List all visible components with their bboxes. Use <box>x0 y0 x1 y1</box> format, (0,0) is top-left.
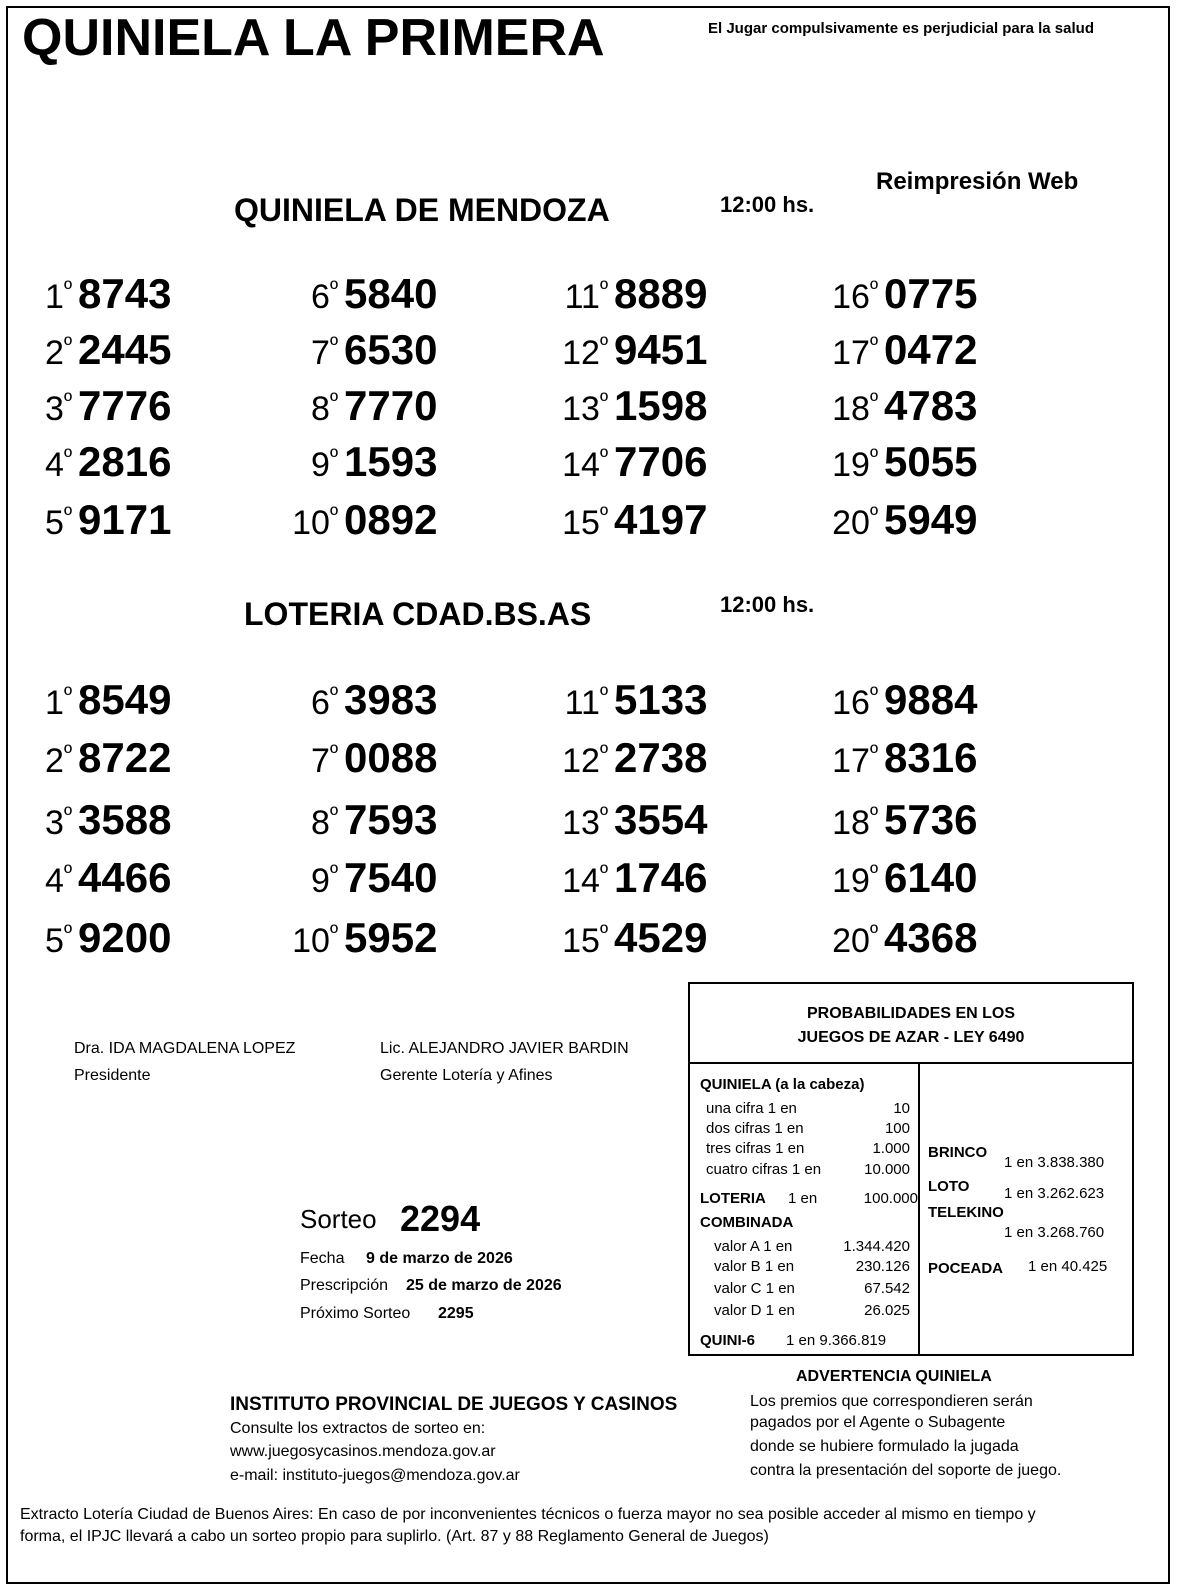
result-position-number: 8 <box>311 390 330 428</box>
poceada-prob-label: POCEADA <box>928 1260 1004 1277</box>
ordinal-mark: º <box>63 444 72 469</box>
result-number: 0775 <box>884 270 978 317</box>
ordinal-mark: º <box>599 920 608 945</box>
result-number: 5055 <box>884 438 978 485</box>
result-position <box>544 684 608 723</box>
result-number: 4197 <box>614 496 708 543</box>
result-position-number: 14 <box>562 446 600 484</box>
result-cell <box>544 326 707 374</box>
prob-row-label: valor A 1 en <box>714 1238 793 1255</box>
result-position <box>544 390 608 429</box>
ordinal-mark: º <box>63 740 72 765</box>
result-position <box>544 804 608 843</box>
result-position <box>814 446 878 485</box>
result-cell <box>8 496 171 544</box>
ordinal-mark: º <box>599 444 608 469</box>
result-position <box>544 742 608 781</box>
proximo-sorteo-label: Próximo Sorteo <box>300 1305 411 1322</box>
result-cell <box>544 438 707 486</box>
result-number: 7706 <box>614 438 708 485</box>
result-position-number: 7 <box>311 742 330 780</box>
ordinal-mark: º <box>329 388 338 413</box>
result-number: 8889 <box>614 270 708 317</box>
probabilities-box <box>688 982 1134 1356</box>
result-cell <box>274 914 437 962</box>
result-position-number: 7 <box>311 334 330 372</box>
result-position-number: 11 <box>564 684 600 722</box>
ordinal-mark: º <box>329 920 338 945</box>
result-position <box>814 804 878 843</box>
result-cell <box>544 854 707 902</box>
reprint-label: Reimpresión Web <box>876 168 1079 195</box>
loteria-prob-en: 1 en <box>788 1190 818 1207</box>
result-position-number: 20 <box>832 504 870 542</box>
advertencia-line: Los premios que correspondieren serán <box>750 1393 1033 1410</box>
result-cell <box>274 676 437 724</box>
sorteo-label: Sorteo <box>300 1204 377 1234</box>
result-cell <box>814 496 977 544</box>
prob-row-label: una cifra 1 en <box>706 1100 797 1117</box>
result-position-number: 15 <box>562 922 600 960</box>
result-position <box>544 504 608 543</box>
result-position-number: 10 <box>292 504 330 542</box>
combinada-prob-label: COMBINADA <box>700 1214 794 1231</box>
ordinal-mark: º <box>869 388 878 413</box>
result-number: 1593 <box>344 438 438 485</box>
result-number: 3554 <box>614 796 708 843</box>
result-cell <box>814 382 977 430</box>
result-position-number: 12 <box>562 742 600 780</box>
result-number: 8722 <box>78 734 172 781</box>
result-number: 3588 <box>78 796 172 843</box>
ordinal-mark: º <box>599 740 608 765</box>
result-cell <box>8 914 171 962</box>
result-number: 6530 <box>344 326 438 373</box>
prob-row-value: 230.126 <box>855 1258 910 1275</box>
result-cell <box>544 796 707 844</box>
ordinal-mark: º <box>63 502 72 527</box>
loto-prob-value: 1 en 3.262.623 <box>1004 1185 1105 1202</box>
result-position-number: 18 <box>832 804 870 842</box>
signature-role-president: Presidente <box>74 1067 151 1084</box>
result-position <box>8 684 72 723</box>
institute-website[interactable]: www.juegosycasinos.mendoza.gov.ar <box>230 1443 496 1460</box>
result-number: 5133 <box>614 676 708 723</box>
result-number: 2816 <box>78 438 172 485</box>
result-position-number: 3 <box>45 390 64 428</box>
ordinal-mark: º <box>599 332 608 357</box>
fecha-value: 9 de marzo de 2026 <box>366 1250 513 1267</box>
sorteo-number: 2294 <box>400 1198 481 1239</box>
prob-row-label: dos cifras 1 en <box>706 1120 804 1137</box>
draw-time-mendoza: 12:00 hs. <box>720 192 815 217</box>
prob-row-value: 1.344.420 <box>843 1238 910 1255</box>
result-cell <box>8 854 171 902</box>
result-position <box>544 334 608 373</box>
result-position <box>8 278 72 317</box>
result-cell <box>8 676 171 724</box>
ordinal-mark: º <box>869 444 878 469</box>
result-position <box>8 504 72 543</box>
result-cell <box>274 438 437 486</box>
quini6-prob-value: 1 en 9.366.819 <box>786 1332 887 1349</box>
prob-row-value: 1.000 <box>872 1140 910 1157</box>
result-cell <box>544 496 707 544</box>
result-position-number: 17 <box>832 742 870 780</box>
result-number: 8316 <box>884 734 978 781</box>
result-cell <box>544 676 707 724</box>
result-number: 5949 <box>884 496 978 543</box>
result-position-number: 13 <box>562 390 600 428</box>
result-cell <box>8 326 171 374</box>
result-position-number: 6 <box>311 278 330 316</box>
result-cell <box>814 676 977 724</box>
quini6-prob-label: QUINI-6 <box>700 1332 756 1349</box>
ordinal-mark: º <box>63 332 72 357</box>
result-position-number: 1 <box>45 684 64 722</box>
ordinal-mark: º <box>329 802 338 827</box>
result-position-number: 11 <box>564 278 600 316</box>
loteria-prob-label: LOTERIA <box>700 1190 766 1207</box>
result-number: 3983 <box>344 676 438 723</box>
ordinal-mark: º <box>329 682 338 707</box>
probabilities-heading-line2: JUEGOS DE AZAR - LEY 6490 <box>797 1029 1025 1046</box>
result-number: 7540 <box>344 854 438 901</box>
result-cell <box>274 734 437 782</box>
result-number: 2738 <box>614 734 708 781</box>
result-position-number: 8 <box>311 804 330 842</box>
result-number: 9884 <box>884 676 978 723</box>
ordinal-mark: º <box>63 802 72 827</box>
result-position <box>274 278 338 317</box>
result-number: 4529 <box>614 914 708 961</box>
result-cell <box>814 734 977 782</box>
result-position <box>274 446 338 485</box>
result-position <box>274 684 338 723</box>
result-cell <box>274 326 437 374</box>
prob-row-value: 67.542 <box>864 1280 910 1297</box>
result-position-number: 10 <box>292 922 330 960</box>
loto-prob-label: LOTO <box>928 1178 970 1195</box>
signature-name-manager: Lic. ALEJANDRO JAVIER BARDIN <box>380 1040 629 1057</box>
result-position-number: 16 <box>832 278 870 316</box>
result-position <box>814 862 878 901</box>
result-position-number: 17 <box>832 334 870 372</box>
ordinal-mark: º <box>869 740 878 765</box>
prob-row-value: 10.000 <box>864 1161 910 1178</box>
ordinal-mark: º <box>329 444 338 469</box>
advertencia-line: donde se hubiere formulado la jugada <box>750 1438 1019 1455</box>
proximo-sorteo-value: 2295 <box>438 1305 474 1322</box>
result-position-number: 9 <box>311 862 330 900</box>
result-number: 5840 <box>344 270 438 317</box>
ordinal-mark: º <box>869 920 878 945</box>
result-number: 8743 <box>78 270 172 317</box>
result-position <box>274 742 338 781</box>
result-cell <box>274 270 437 318</box>
institute-title: INSTITUTO PROVINCIAL DE JUEGOS Y CASINOS <box>230 1394 678 1415</box>
result-number: 9200 <box>78 914 172 961</box>
advertencia-title: ADVERTENCIA QUINIELA <box>796 1368 992 1385</box>
result-number: 0088 <box>344 734 438 781</box>
advertencia-line: contra la presentación del soporte de juego. <box>750 1462 1062 1479</box>
result-cell <box>814 438 977 486</box>
result-number: 9171 <box>78 496 172 543</box>
result-position <box>814 684 878 723</box>
result-position-number: 4 <box>45 862 64 900</box>
ordinal-mark: º <box>599 860 608 885</box>
result-number: 9451 <box>614 326 708 373</box>
draw-title-loteria: LOTERIA CDAD.BS.AS <box>244 596 592 632</box>
result-cell <box>814 796 977 844</box>
loteria-prob-value: 100.000 <box>863 1190 918 1207</box>
prob-row-label: valor D 1 en <box>714 1302 795 1319</box>
ordinal-mark: º <box>869 860 878 885</box>
result-position-number: 18 <box>832 390 870 428</box>
result-number: 7776 <box>78 382 172 429</box>
ordinal-mark: º <box>869 682 878 707</box>
quiniela-prob-label: QUINIELA (a la cabeza) <box>700 1076 865 1093</box>
result-position <box>8 446 72 485</box>
result-position <box>8 862 72 901</box>
ordinal-mark: º <box>599 388 608 413</box>
result-cell <box>544 734 707 782</box>
institute-email[interactable]: e-mail: instituto-juegos@mendoza.gov.ar <box>230 1467 520 1484</box>
result-position-number: 9 <box>311 446 330 484</box>
probabilities-heading-line1: PROBABILIDADES EN LOS <box>806 1005 1015 1022</box>
result-number: 4368 <box>884 914 978 961</box>
result-position-number: 15 <box>562 504 600 542</box>
result-number: 7770 <box>344 382 438 429</box>
ordinal-mark: º <box>869 802 878 827</box>
page-title: QUINIELA LA PRIMERA <box>22 9 605 67</box>
poceada-prob-value: 1 en 40.425 <box>1028 1258 1108 1275</box>
ordinal-mark: º <box>599 802 608 827</box>
ordinal-mark: º <box>329 502 338 527</box>
footer-disclaimer <box>20 1504 1160 1548</box>
result-number: 1598 <box>614 382 708 429</box>
health-warning: El Jugar compulsivamente es perjudicial para la salud <box>708 20 1094 37</box>
prescripcion-label: Prescripción <box>300 1277 389 1294</box>
result-position <box>544 862 608 901</box>
prob-row-label: valor B 1 en <box>714 1258 795 1275</box>
footer-line: Extracto Lotería Ciudad de Buenos Aires: En caso de por inconvenientes técnicos o fuerza mayor no sea posible acceder al mismo en tiempo y <box>20 1506 1036 1523</box>
result-position <box>814 742 878 781</box>
result-position <box>274 390 338 429</box>
fecha-label: Fecha <box>300 1250 345 1267</box>
ordinal-mark: º <box>599 502 608 527</box>
ordinal-mark: º <box>329 740 338 765</box>
probabilities-heading <box>690 984 1132 1064</box>
prob-row-value: 26.025 <box>864 1302 910 1319</box>
result-position <box>544 446 608 485</box>
result-position <box>814 278 878 317</box>
result-position <box>544 922 608 961</box>
result-number: 0892 <box>344 496 438 543</box>
prob-row-label: valor C 1 en <box>714 1280 795 1297</box>
result-position-number: 4 <box>45 446 64 484</box>
telekino-prob-label: TELEKINO <box>928 1204 1004 1221</box>
result-number: 5736 <box>884 796 978 843</box>
result-cell <box>8 382 171 430</box>
ordinal-mark: º <box>63 388 72 413</box>
result-position <box>8 922 72 961</box>
ordinal-mark: º <box>63 860 72 885</box>
draw-title-mendoza: QUINIELA DE MENDOZA <box>234 192 610 228</box>
result-number: 8549 <box>78 676 172 723</box>
result-cell <box>814 270 977 318</box>
result-cell <box>8 796 171 844</box>
result-cell <box>274 382 437 430</box>
result-number: 4466 <box>78 854 172 901</box>
result-position <box>274 862 338 901</box>
result-cell <box>544 914 707 962</box>
result-position-number: 14 <box>562 862 600 900</box>
ordinal-mark: º <box>63 682 72 707</box>
result-position <box>8 390 72 429</box>
probabilities-divider <box>918 1064 920 1354</box>
ordinal-mark: º <box>329 332 338 357</box>
result-position-number: 13 <box>562 804 600 842</box>
result-position <box>8 804 72 843</box>
result-position <box>274 334 338 373</box>
ordinal-mark: º <box>869 502 878 527</box>
signature-name-president: Dra. IDA MAGDALENA LOPEZ <box>74 1040 296 1057</box>
result-position <box>274 804 338 843</box>
prob-row-label: cuatro cifras 1 en <box>706 1161 822 1178</box>
ordinal-mark: º <box>63 276 72 301</box>
result-position <box>814 390 878 429</box>
result-position-number: 5 <box>45 504 64 542</box>
result-cell <box>274 496 437 544</box>
result-cell <box>274 796 437 844</box>
result-number: 5952 <box>344 914 438 961</box>
result-position-number: 16 <box>832 684 870 722</box>
result-position-number: 19 <box>832 862 870 900</box>
result-number: 7593 <box>344 796 438 843</box>
telekino-prob-value: 1 en 3.268.760 <box>1004 1224 1105 1241</box>
result-position <box>8 742 72 781</box>
footer-line: forma, el IPJC llevará a cabo un sorteo propio para suplirlo. (Art. 87 y 88 Reglamento General de Juegos) <box>20 1528 769 1545</box>
draw-time-loteria: 12:00 hs. <box>720 592 815 617</box>
ordinal-mark: º <box>599 276 608 301</box>
ordinal-mark: º <box>869 276 878 301</box>
result-position-number: 3 <box>45 804 64 842</box>
result-number: 0472 <box>884 326 978 373</box>
result-cell <box>274 854 437 902</box>
result-position-number: 2 <box>45 334 64 372</box>
result-number: 1746 <box>614 854 708 901</box>
result-position <box>814 922 878 961</box>
brinco-prob-label: BRINCO <box>928 1144 988 1161</box>
brinco-prob-value: 1 en 3.838.380 <box>1004 1154 1105 1171</box>
result-position <box>8 334 72 373</box>
result-position-number: 12 <box>562 334 600 372</box>
result-number: 6140 <box>884 854 978 901</box>
result-cell <box>814 326 977 374</box>
result-cell <box>8 438 171 486</box>
ordinal-mark: º <box>869 332 878 357</box>
result-number: 2445 <box>78 326 172 373</box>
ordinal-mark: º <box>63 920 72 945</box>
result-position-number: 5 <box>45 922 64 960</box>
prob-row-label: tres cifras 1 en <box>706 1140 805 1157</box>
result-position-number: 20 <box>832 922 870 960</box>
result-cell <box>814 854 977 902</box>
result-position <box>274 504 338 543</box>
result-position-number: 1 <box>45 278 64 316</box>
ordinal-mark: º <box>599 682 608 707</box>
result-position <box>274 922 338 961</box>
result-cell <box>814 914 977 962</box>
prob-row-value: 100 <box>884 1120 910 1137</box>
result-position <box>814 504 878 543</box>
result-position-number: 6 <box>311 684 330 722</box>
result-number: 4783 <box>884 382 978 429</box>
result-cell <box>8 270 171 318</box>
result-cell <box>544 270 707 318</box>
result-cell <box>8 734 171 782</box>
result-cell <box>544 382 707 430</box>
result-position-number: 2 <box>45 742 64 780</box>
ordinal-mark: º <box>329 860 338 885</box>
result-position <box>814 334 878 373</box>
prob-row-value: 10 <box>893 1100 910 1117</box>
advertencia-line: pagados por el Agente o Subagente <box>750 1414 1006 1431</box>
institute-line: Consulte los extractos de sorteo en: <box>230 1420 486 1437</box>
signature-role-manager: Gerente Lotería y Afines <box>380 1067 553 1084</box>
result-position-number: 19 <box>832 446 870 484</box>
result-position <box>544 278 608 317</box>
prescripcion-value: 25 de marzo de 2026 <box>406 1277 562 1294</box>
ordinal-mark: º <box>329 276 338 301</box>
